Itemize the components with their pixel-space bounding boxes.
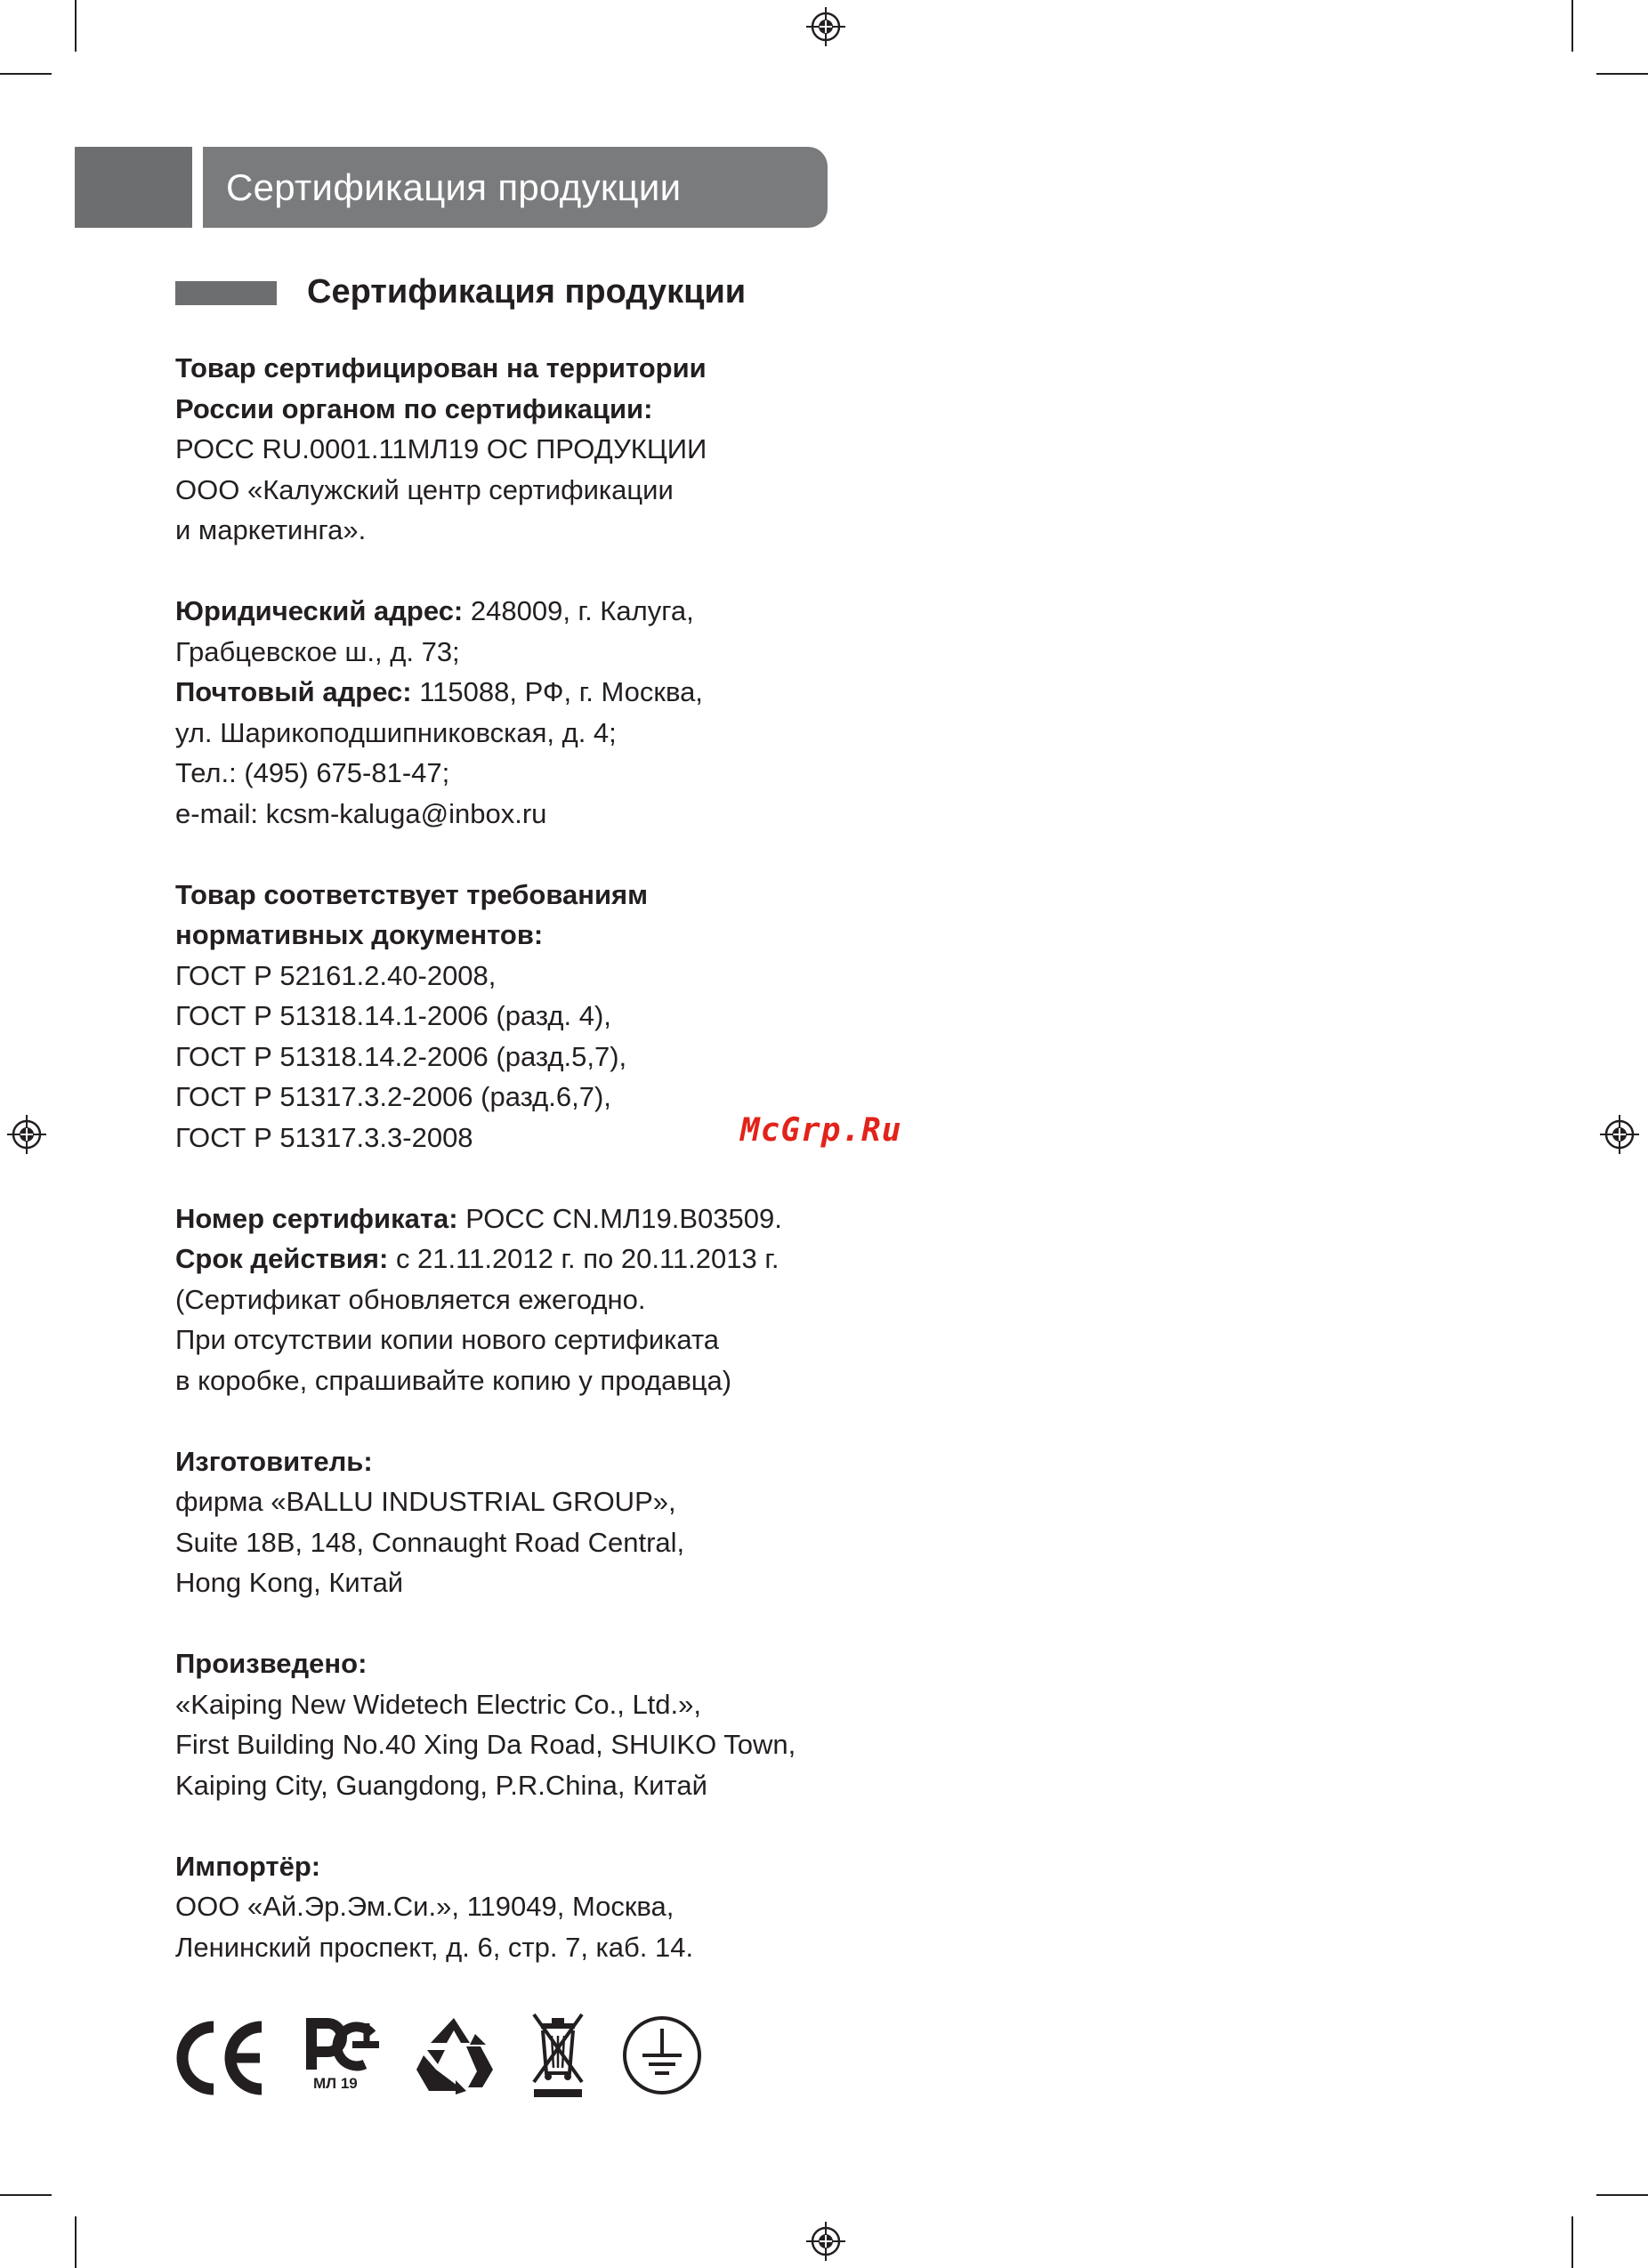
addresses-block — [175, 591, 976, 834]
manufacturer-line: Suite 18B, 148, Connaught Road Central, — [175, 1526, 685, 1558]
ce-mark-icon — [174, 2020, 267, 2096]
crop-mark — [75, 0, 77, 52]
certificate-note: При отсутствии копии нового сертификата — [175, 1324, 720, 1355]
postal-address-value: 115088, РФ, г. Москва, — [419, 676, 703, 707]
crop-mark — [1571, 2216, 1573, 2268]
standard-item: ГОСТ Р 51317.3.3-2008 — [175, 1121, 473, 1153]
certificate-number — [175, 1199, 976, 1239]
manufacturer-heading: Изготовитель: — [175, 1445, 373, 1477]
standard-item: ГОСТ Р 51318.14.2-2006 (разд.5,7), — [175, 1040, 627, 1072]
crop-mark — [0, 73, 52, 75]
crop-mark — [75, 2216, 77, 2268]
certificate-block — [175, 1199, 976, 1401]
section-accent-bar — [175, 281, 277, 305]
certification-heading: России органом по сертификации: — [175, 392, 653, 424]
postal-address — [175, 672, 976, 713]
importer-line: Ленинский проспект, д. 6, стр. 7, каб. 14. — [175, 1931, 694, 1963]
producer-heading: Произведено: — [175, 1648, 368, 1679]
standards-heading: Товар соответствует требованиям — [175, 878, 649, 910]
header-accent-block — [75, 147, 192, 228]
certification-marks — [169, 2002, 721, 2100]
certificate-number-value: РОСС CN.МЛ19.В03509. — [465, 1202, 782, 1234]
legal-address-value: 248009, г. Калуга, — [470, 595, 694, 626]
importer-line: ООО «Ай.Эр.Эм.Си.», 119049, Москва, — [175, 1891, 675, 1922]
manufacturer-block — [175, 1441, 976, 1603]
ground-icon — [621, 2014, 703, 2096]
registration-mark-icon — [1600, 1115, 1639, 1154]
legal-address — [175, 591, 976, 632]
certification-body-block — [175, 348, 976, 551]
crop-mark — [0, 2194, 52, 2196]
crop-mark — [1596, 2194, 1648, 2196]
standard-item: ГОСТ Р 51317.3.2-2006 (разд.6,7), — [175, 1081, 611, 1112]
registration-mark-icon — [806, 2222, 845, 2261]
watermark-text: McGrp.Ru — [740, 1112, 902, 1149]
producer-block — [175, 1643, 976, 1805]
legal-address-cont: Грабцевское ш., д. 73; — [175, 635, 460, 667]
rst-certification-icon — [303, 2014, 383, 2077]
document-body — [175, 348, 976, 2008]
certificate-note: в коробке, спрашивайте копию у продавца) — [175, 1364, 732, 1396]
email-address: e-mail: kcsm-kaluga@inbox.ru — [175, 797, 547, 829]
importer-heading: Импортёр: — [175, 1850, 321, 1882]
postal-address-label: Почтовый адрес: — [175, 676, 412, 707]
postal-address-cont: ул. Шарикоподшипниковская, д. 4; — [175, 716, 617, 748]
section-title: Сертификация продукции — [307, 273, 747, 311]
standards-heading: нормативных документов: — [175, 919, 544, 950]
registration-mark-icon — [806, 7, 845, 46]
standard-item: ГОСТ Р 52161.2.40-2008, — [175, 959, 497, 991]
certificate-number-label: Номер сертификата: — [175, 1202, 458, 1234]
registration-mark-icon — [7, 1115, 46, 1154]
manufacturer-line: фирма «BALLU INDUSTRIAL GROUP», — [175, 1486, 676, 1517]
certification-line: ООО «Калужский центр сертификации — [175, 473, 674, 505]
legal-address-label: Юридический адрес: — [175, 595, 464, 626]
rst-code: МЛ 19 — [313, 2075, 358, 2092]
certification-line: РОСС RU.0001.11МЛ19 ОС ПРОДУКЦИИ — [175, 433, 707, 464]
certificate-validity — [175, 1239, 976, 1279]
certification-line: и маркетинга». — [175, 514, 367, 545]
certificate-note: (Сертификат обновляется ежегодно. — [175, 1283, 646, 1315]
crossed-bin-icon — [529, 2011, 587, 2100]
crop-mark — [1571, 0, 1573, 52]
producer-line: First Building No.40 Xing Da Road, SHUIKO Town, — [175, 1729, 796, 1760]
producer-line: Kaiping City, Guangdong, P.R.China, Китай — [175, 1769, 707, 1801]
recycle-icon — [411, 2014, 497, 2094]
manufacturer-line: Hong Kong, Китай — [175, 1567, 404, 1598]
certificate-validity-label: Срок действия: — [175, 1243, 389, 1274]
certificate-validity-value: с 21.11.2012 г. по 20.11.2013 г. — [395, 1243, 780, 1274]
standard-item: ГОСТ Р 51318.14.1-2006 (разд. 4), — [175, 1000, 611, 1031]
header-banner-title: Сертификация продукции — [203, 147, 828, 228]
certification-heading: Товар сертифицирован на территории — [175, 352, 707, 383]
crop-mark — [1596, 73, 1648, 75]
importer-block — [175, 1846, 976, 1968]
producer-line: «Kaiping New Widetech Electric Co., Ltd.», — [175, 1688, 701, 1720]
phone-number: Тел.: (495) 675-81-47; — [175, 757, 450, 788]
